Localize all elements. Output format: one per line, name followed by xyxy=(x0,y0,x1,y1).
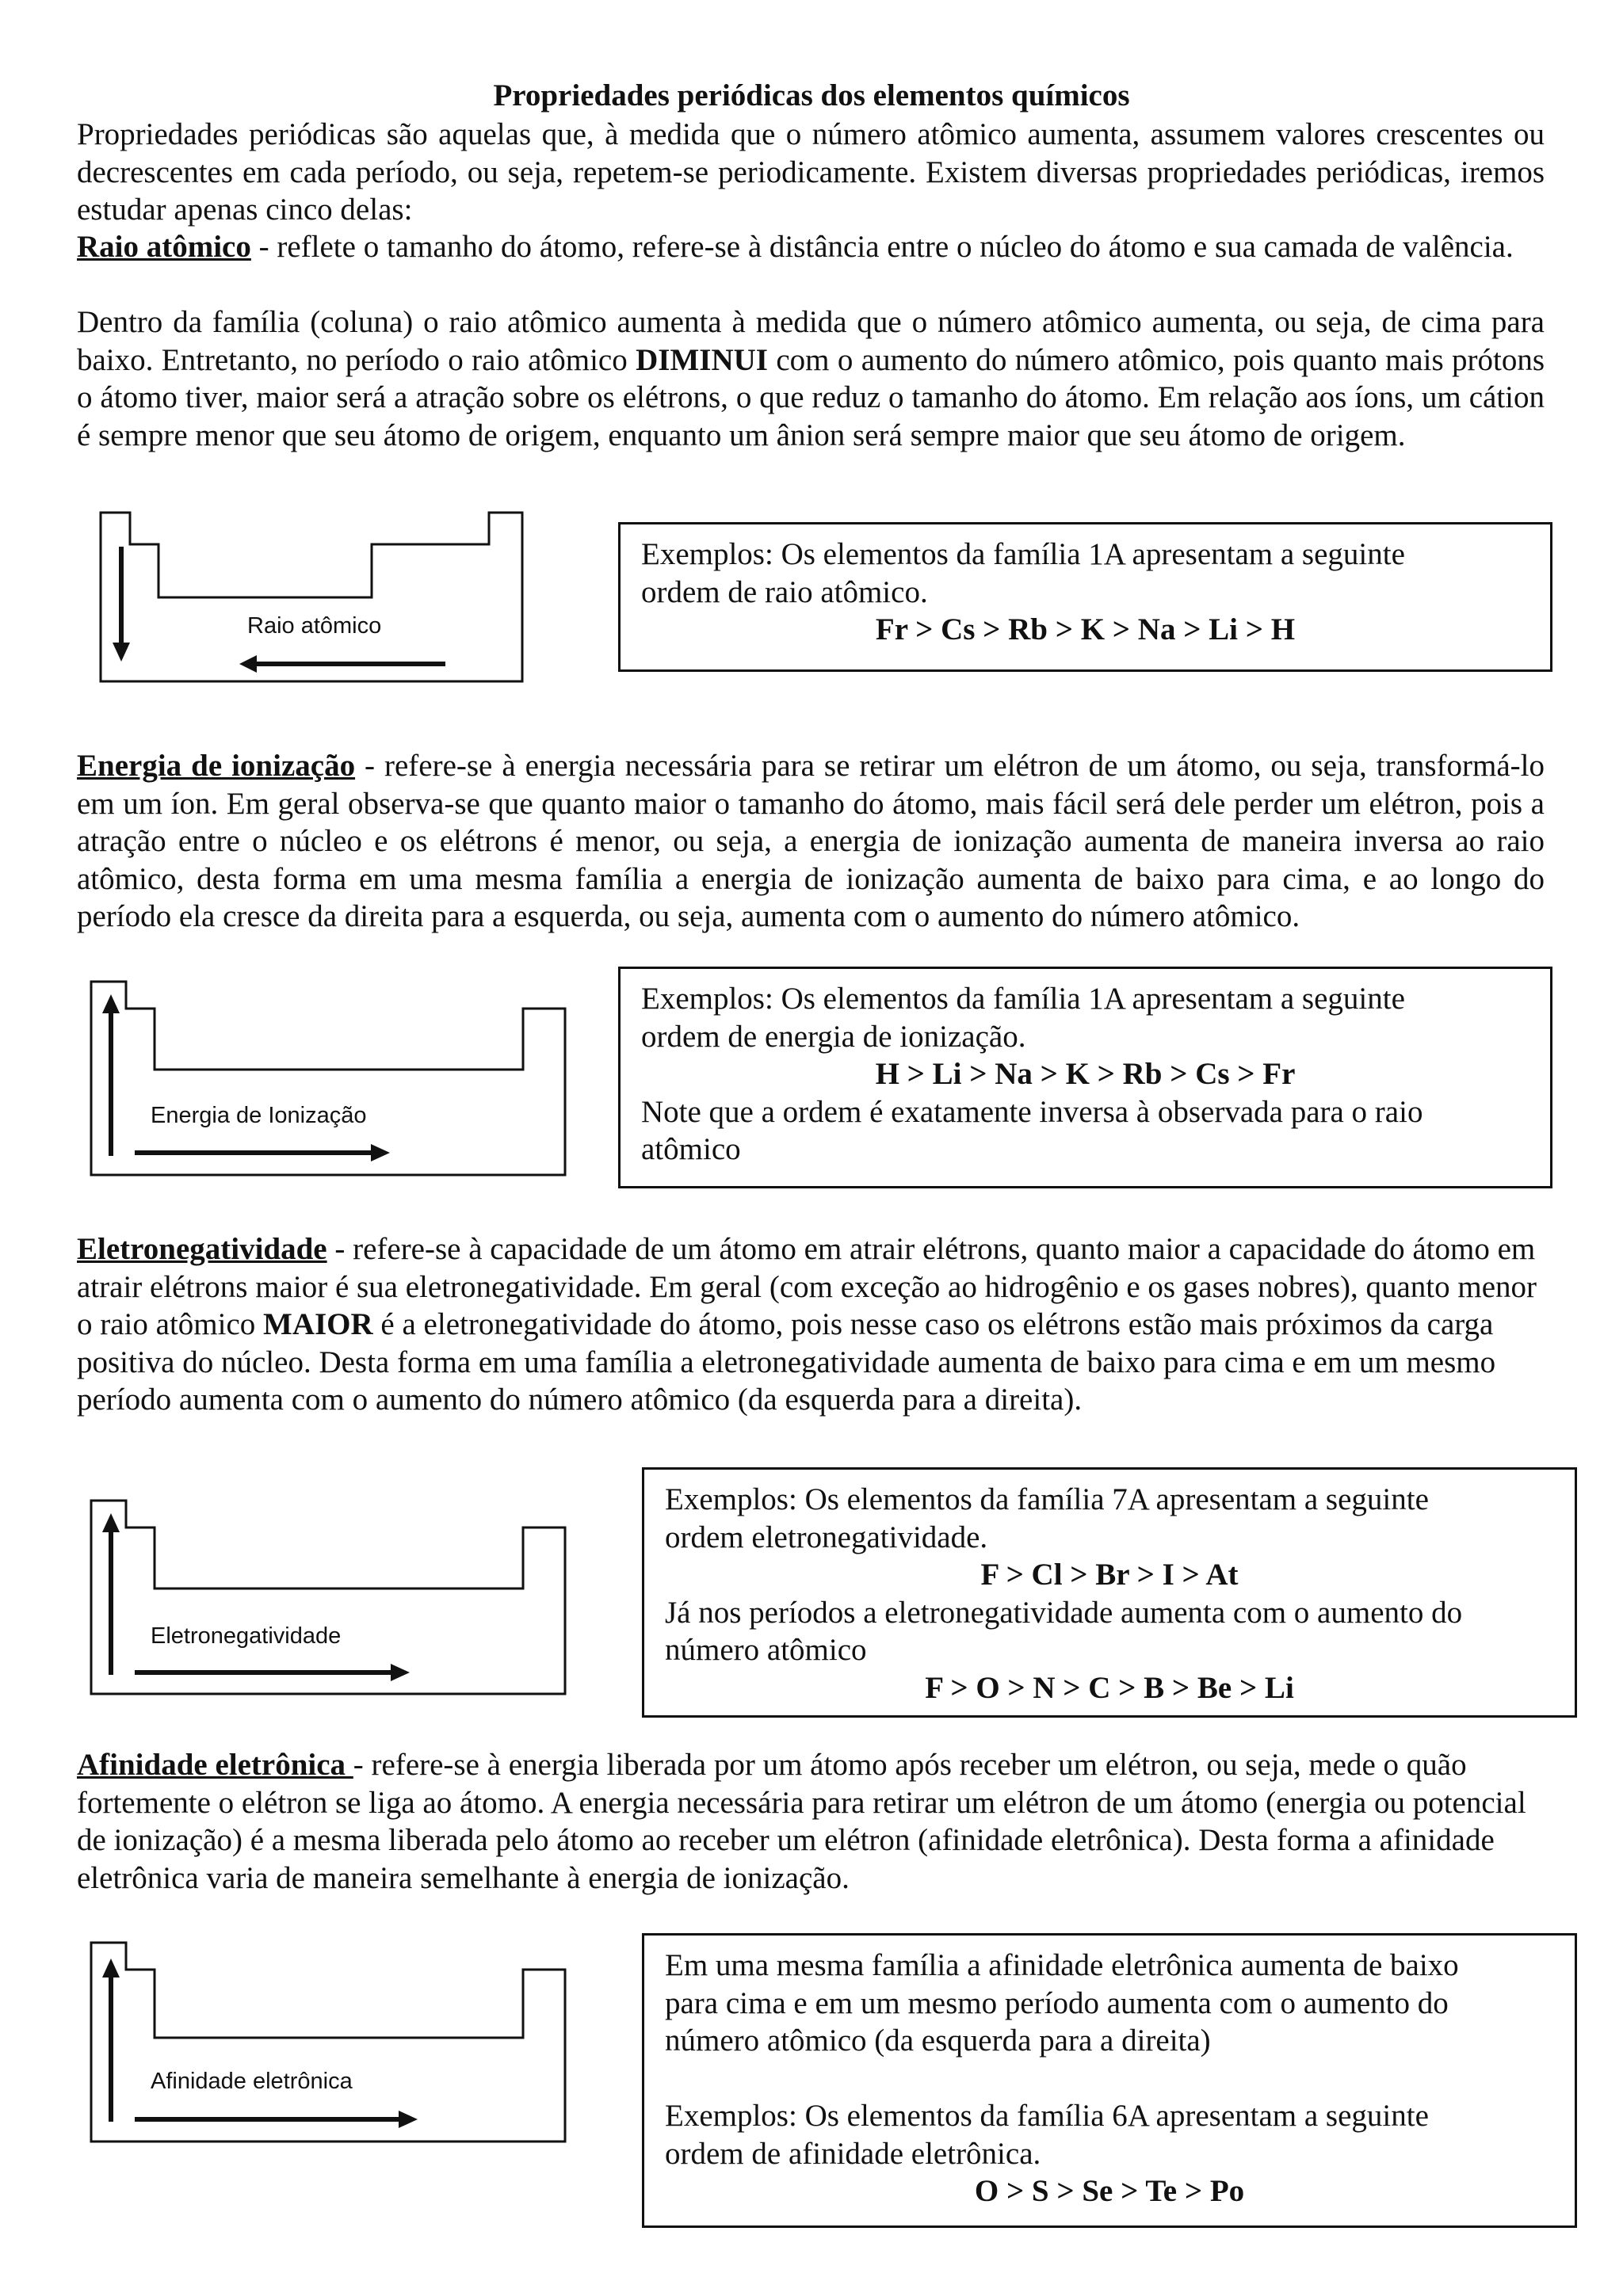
energia-def-text: - refere-se à energia necessária para se retirar um elétron de um átomo, ou seja, transformá-lo em um íon. Em geral observa-se que quanto maior o tamanho do átomo, mais fácil será dele perder um elétron, pois a atração entre o núcleo e os elétrons é menor, ou seja, a energia de ionização aumenta de maneira inversa ao raio atômico, desta forma em uma mesma família a energia de ionização aumenta de baixo para cima, e ao longo do período ela cresce da direita para a esquerda, ou seja, aumenta com o aumento do número atômico. xyxy=(77,749,1545,933)
intro-paragraph: Propriedades periódicas são aquelas que, à medida que o número atômico aumenta, assumem valores crescentes ou decrescentes em cada período, ou seja, repetem-se periodicamente. Existem diversas propriedades periódicas, iremos estudar apenas cinco delas: xyxy=(77,117,1545,227)
energia-example-sequence: H > Li > Na > K > Rb > Cs > Fr xyxy=(875,1057,1296,1091)
afinidade-example-box xyxy=(642,1933,1577,2228)
eletro-example-line-1: Exemplos: Os elementos da família 7A apresentam a seguinte xyxy=(665,1482,1429,1516)
page-title: Propriedades periódicas dos elementos químicos xyxy=(493,78,1130,113)
afinidade-example-line-2: para cima e em um mesmo período aumenta com o aumento do xyxy=(665,1985,1449,2020)
eletro-example-line-4: número atômico xyxy=(665,1633,867,1667)
afinidade-definition xyxy=(77,1746,1545,1897)
afinidade-example-spacer xyxy=(665,2060,1554,2098)
eletro-diagram-label: Eletronegatividade xyxy=(151,1623,342,1649)
raio-paragraph xyxy=(77,303,1545,454)
raio-text-b: com o aumento do número atômico, pois quanto mais prótons o átomo tiver, maior será a atração sobre os elétrons, o que reduz o tamanho do átomo. Em relação aos íons, um cátion é sempre menor que seu átomo de origem, enquanto um ânion será sempre maior que seu átomo de origem. xyxy=(77,342,1545,452)
energia-diagram xyxy=(87,980,571,1180)
energia-diagram-label: Energia de Ionização xyxy=(151,1103,367,1128)
afinidade-example-line-4: Exemplos: Os elementos da família 6A apresentam a seguinte xyxy=(665,2099,1429,2133)
eletro-term: Eletronegatividade xyxy=(77,1232,327,1266)
raio-diagram xyxy=(97,511,529,687)
eletro-text-a: - refere-se à capacidade de um átomo em atrair elétrons, quanto maior a capacidade do átomo em atrair elétrons maior é sua eletronegatividade. Em geral (com exceção ao hidrogênio e os gases nobres), quanto menor o raio atômico xyxy=(77,1232,1537,1341)
energia-definition xyxy=(77,747,1545,936)
afinidade-example-line-1: Em uma mesma família a afinidade eletrônica aumenta de baixo xyxy=(665,1948,1459,1982)
raio-example-line-1: Exemplos: Os elementos da família 1A apresentam a seguinte xyxy=(641,537,1405,571)
eletro-diagram xyxy=(87,1499,571,1699)
energia-example-line-1: Exemplos: Os elementos da família 1A apresentam a seguinte xyxy=(641,982,1405,1016)
raio-emphasis: DIMINUI xyxy=(636,342,768,377)
raio-text-a: Dentro da família (coluna) o raio atômico aumenta à medida que o número atômico aumenta, ou seja, de cima para baixo. Entretanto, no período o raio atômico xyxy=(77,305,1545,377)
energia-term: Energia de ionização xyxy=(77,749,356,783)
energia-example-line-4: atômico xyxy=(641,1132,741,1166)
raio-example-sequence: Fr > Cs > Rb > K > Na > Li > H xyxy=(875,612,1296,646)
eletro-example-line-2: ordem eletronegatividade. xyxy=(665,1520,988,1554)
afinidade-term: Afinidade eletrônica xyxy=(77,1748,353,1782)
eletro-example-sequence-2: F > O > N > C > B > Be > Li xyxy=(925,1670,1294,1705)
eletro-example-box xyxy=(642,1467,1577,1718)
raio-diagram-label: Raio atômico xyxy=(247,613,382,639)
afinidade-diagram-label: Afinidade eletrônica xyxy=(151,2069,353,2094)
afinidade-example-sequence: O > S > Se > Te > Po xyxy=(974,2174,1245,2208)
afinidade-def-text: - refere-se à energia liberada por um átomo após receber um elétron, ou seja, mede o quão fortemente o elétron se liga ao átomo. A energia necessária para retirar um elétron de um átomo (energia ou potencial de ionização) é a mesma liberada pelo átomo ao receber um elétron (afinidade eletrônica). Desta forma a afinidade eletrônica varia de maneira semelhante à energia de ionização. xyxy=(77,1748,1526,1895)
eletro-emphasis: MAIOR xyxy=(263,1307,373,1341)
eletro-example-line-3: Já nos períodos a eletronegatividade aumenta com o aumento do xyxy=(665,1595,1463,1630)
raio-definition xyxy=(77,228,1545,266)
raio-term: Raio atômico xyxy=(77,230,251,264)
energia-example-line-2: ordem de energia de ionização. xyxy=(641,1019,1026,1054)
raio-example-line-2: ordem de raio atômico. xyxy=(641,574,928,609)
energia-example-line-3: Note que a ordem é exatamente inversa à observada para o raio xyxy=(641,1094,1423,1129)
eletro-definition xyxy=(77,1230,1545,1419)
raio-def-text: - reflete o tamanho do átomo, refere-se à distância entre o núcleo do átomo e sua camada de valência. xyxy=(250,230,1514,264)
afinidade-example-line-3: número atômico (da esquerda para a direita) xyxy=(665,2023,1211,2058)
eletro-example-sequence-1: F > Cl > Br > I > At xyxy=(980,1558,1239,1592)
eletro-text-b: é a eletronegatividade do átomo, pois nesse caso os elétrons estão mais próximos da carga positiva do núcleo. Desta forma em uma família a eletronegatividade aumenta de baixo para cima e em um mesmo período aumenta com o aumento do número atômico (da esquerda para a direita). xyxy=(77,1307,1496,1417)
afinidade-diagram xyxy=(87,1941,571,2147)
raio-example-box xyxy=(618,522,1552,672)
energia-example-box xyxy=(618,967,1552,1188)
afinidade-example-line-5: ordem de afinidade eletrônica. xyxy=(665,2136,1041,2171)
